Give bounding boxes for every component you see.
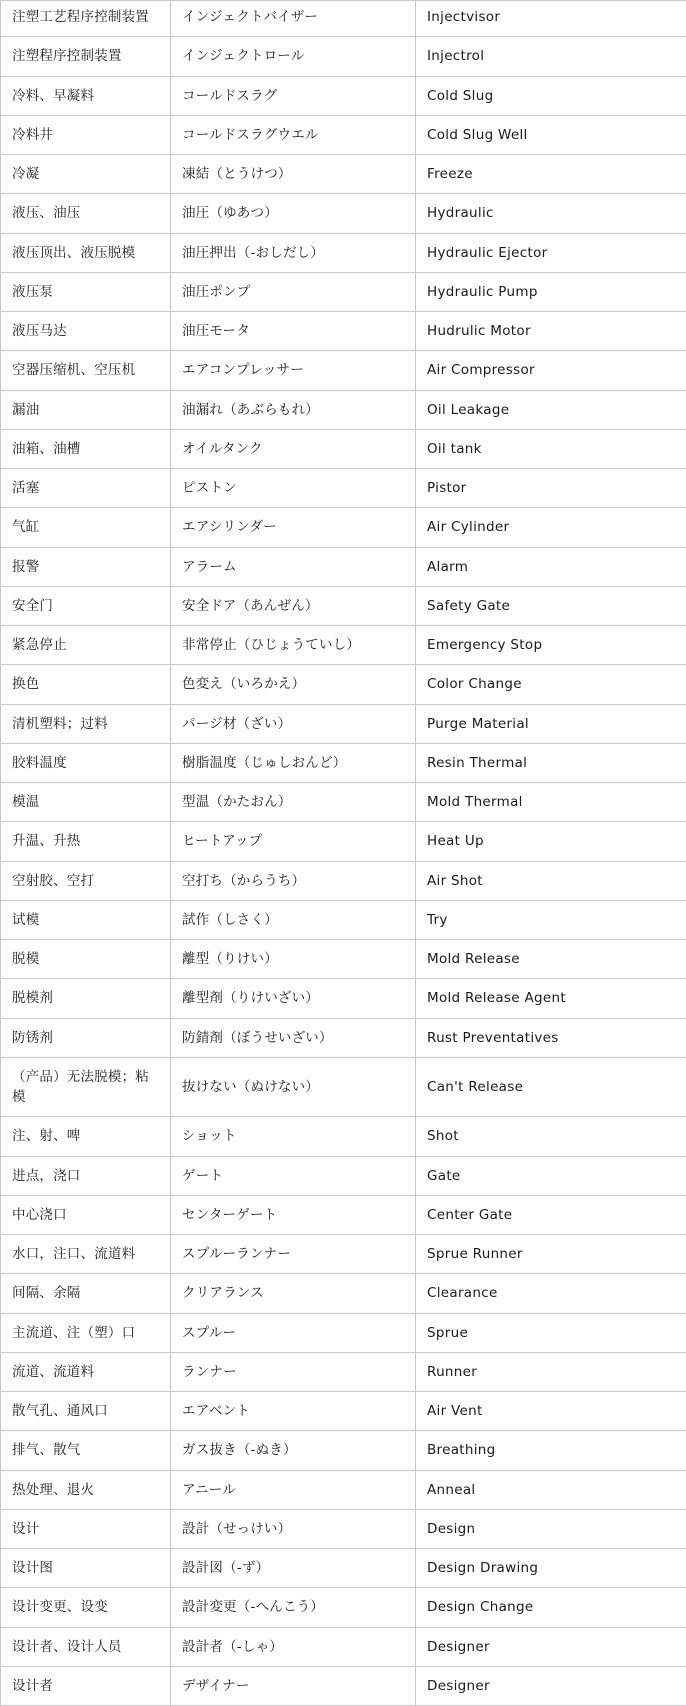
term-chinese: 脱模剂 [1, 979, 171, 1018]
term-japanese: 型温（かたおん） [171, 783, 416, 822]
term-chinese: 设计图 [1, 1549, 171, 1588]
term-japanese: 設計者（-しゃ） [171, 1627, 416, 1666]
table-row [1, 272, 686, 311]
term-chinese: 紧急停止 [1, 626, 171, 665]
table-row [1, 1156, 686, 1195]
table-row [1, 37, 686, 76]
term-chinese: 液压马达 [1, 312, 171, 351]
term-english: Air Cylinder [416, 508, 686, 547]
term-english: Heat Up [416, 822, 686, 861]
term-english: Air Shot [416, 861, 686, 900]
term-english: Resin Thermal [416, 743, 686, 782]
term-english: Try [416, 900, 686, 939]
table-row [1, 979, 686, 1018]
term-english: Can't Release [416, 1057, 686, 1117]
term-japanese: ガス抜き（-ぬき） [171, 1431, 416, 1470]
term-japanese: 防錆剤（ぼうせいざい） [171, 1018, 416, 1057]
term-chinese: 水口，注口、流道料 [1, 1235, 171, 1274]
term-japanese: 離型剤（りけいざい） [171, 979, 416, 1018]
table-row [1, 626, 686, 665]
term-chinese: 冷料井 [1, 115, 171, 154]
term-japanese: 油圧モータ [171, 312, 416, 351]
term-english: Design Drawing [416, 1549, 686, 1588]
term-english: Purge Material [416, 704, 686, 743]
term-english: Safety Gate [416, 586, 686, 625]
table-row [1, 1274, 686, 1313]
table-row [1, 822, 686, 861]
table-row [1, 547, 686, 586]
term-chinese: 试模 [1, 900, 171, 939]
term-english: Hydraulic Ejector [416, 233, 686, 272]
term-english: Injectrol [416, 37, 686, 76]
term-japanese: コールドスラグウエル [171, 115, 416, 154]
table-row [1, 233, 686, 272]
term-chinese: 注塑工艺程序控制装置 [1, 1, 171, 37]
table-row [1, 783, 686, 822]
term-japanese: センターゲート [171, 1195, 416, 1234]
term-english: Design [416, 1509, 686, 1548]
term-english: Oil tank [416, 429, 686, 468]
term-japanese: アラーム [171, 547, 416, 586]
term-chinese: 注、射、啤 [1, 1117, 171, 1156]
term-chinese: 液压、油压 [1, 194, 171, 233]
term-english: Shot [416, 1117, 686, 1156]
term-chinese: 散气孔、通风口 [1, 1392, 171, 1431]
term-chinese: 设计者、设计人员 [1, 1627, 171, 1666]
table-row [1, 1, 686, 37]
term-japanese: 試作（しさく） [171, 900, 416, 939]
term-chinese: 空器压缩机、空压机 [1, 351, 171, 390]
term-chinese: 活塞 [1, 469, 171, 508]
term-japanese: 色変え（いろかえ） [171, 665, 416, 704]
term-chinese: 中心浇口 [1, 1195, 171, 1234]
table-row [1, 351, 686, 390]
table-row [1, 1195, 686, 1234]
table-row [1, 1588, 686, 1627]
term-english: Gate [416, 1156, 686, 1195]
term-chinese: 主流道、注（塑）口 [1, 1313, 171, 1352]
term-english: Hydraulic Pump [416, 272, 686, 311]
term-japanese: スプルーランナー [171, 1235, 416, 1274]
term-japanese: 設計図（-ず） [171, 1549, 416, 1588]
term-english: Runner [416, 1352, 686, 1391]
term-english: Anneal [416, 1470, 686, 1509]
term-japanese: 設計（せっけい） [171, 1509, 416, 1548]
table-row [1, 1666, 686, 1705]
table-row [1, 429, 686, 468]
term-english: Air Compressor [416, 351, 686, 390]
term-english: Designer [416, 1627, 686, 1666]
table-row [1, 665, 686, 704]
term-english: Color Change [416, 665, 686, 704]
term-japanese: ゲート [171, 1156, 416, 1195]
term-japanese: 設計変更（-へんこう） [171, 1588, 416, 1627]
term-chinese: 模温 [1, 783, 171, 822]
term-english: Designer [416, 1666, 686, 1705]
term-chinese: 设计变更、设变 [1, 1588, 171, 1627]
table-row [1, 508, 686, 547]
table-row [1, 155, 686, 194]
term-english: Cold Slug Well [416, 115, 686, 154]
term-chinese: 胶料温度 [1, 743, 171, 782]
term-english: Freeze [416, 155, 686, 194]
term-english: Emergency Stop [416, 626, 686, 665]
term-chinese: 安全门 [1, 586, 171, 625]
term-chinese: 液压泵 [1, 272, 171, 311]
term-japanese: ピストン [171, 469, 416, 508]
table-row [1, 1313, 686, 1352]
term-chinese: 间隔、余隔 [1, 1274, 171, 1313]
term-english: Clearance [416, 1274, 686, 1313]
table-row [1, 1549, 686, 1588]
term-chinese: 设计者 [1, 1666, 171, 1705]
term-japanese: インジェクトバイザー [171, 1, 416, 37]
term-english: Mold Release [416, 940, 686, 979]
table-row [1, 390, 686, 429]
table-row [1, 743, 686, 782]
term-japanese: クリアランス [171, 1274, 416, 1313]
term-japanese: 非常停止（ひじょうていし） [171, 626, 416, 665]
term-japanese: オイルタンク [171, 429, 416, 468]
term-chinese: 注塑程序控制装置 [1, 37, 171, 76]
term-japanese: 空打ち（からうち） [171, 861, 416, 900]
term-english: Rust Preventatives [416, 1018, 686, 1057]
term-japanese: エアベント [171, 1392, 416, 1431]
table-row [1, 1057, 686, 1117]
term-english: Mold Thermal [416, 783, 686, 822]
term-english: Oil Leakage [416, 390, 686, 429]
term-chinese: 清机塑料；过料 [1, 704, 171, 743]
term-chinese: 油箱、油槽 [1, 429, 171, 468]
term-japanese: インジェクトロール [171, 37, 416, 76]
table-row [1, 1470, 686, 1509]
term-chinese: 漏油 [1, 390, 171, 429]
term-english: Sprue [416, 1313, 686, 1352]
term-japanese: アニール [171, 1470, 416, 1509]
term-japanese: 油圧（ゆあつ） [171, 194, 416, 233]
term-chinese: 报警 [1, 547, 171, 586]
term-english: Breathing [416, 1431, 686, 1470]
term-english: Mold Release Agent [416, 979, 686, 1018]
term-english: Cold Slug [416, 76, 686, 115]
term-chinese: 换色 [1, 665, 171, 704]
term-chinese: 液压顶出、液压脱模 [1, 233, 171, 272]
term-japanese: エアシリンダー [171, 508, 416, 547]
term-chinese: 热处理、退火 [1, 1470, 171, 1509]
term-japanese: パージ材（ざい） [171, 704, 416, 743]
term-chinese: 进点，浇口 [1, 1156, 171, 1195]
term-japanese: 油漏れ（あぶらもれ） [171, 390, 416, 429]
term-english: Center Gate [416, 1195, 686, 1234]
table-row [1, 1018, 686, 1057]
table-row [1, 1392, 686, 1431]
term-japanese: ヒートアップ [171, 822, 416, 861]
term-chinese: 冷料、早凝料 [1, 76, 171, 115]
term-japanese: スプルー [171, 1313, 416, 1352]
term-english: Hudrulic Motor [416, 312, 686, 351]
term-chinese: 设计 [1, 1509, 171, 1548]
term-japanese: ショット [171, 1117, 416, 1156]
table-row [1, 1352, 686, 1391]
glossary-table-body [1, 1, 686, 1706]
term-japanese: 安全ドア（あんぜん） [171, 586, 416, 625]
table-row [1, 115, 686, 154]
term-japanese: 離型（りけい） [171, 940, 416, 979]
table-row [1, 940, 686, 979]
term-japanese: 油圧ポンプ [171, 272, 416, 311]
term-english: Sprue Runner [416, 1235, 686, 1274]
table-row [1, 312, 686, 351]
term-chinese: 排气、散气 [1, 1431, 171, 1470]
table-row [1, 1509, 686, 1548]
term-english: Hydraulic [416, 194, 686, 233]
term-japanese: デザイナー [171, 1666, 416, 1705]
term-japanese: 油圧押出（-おしだし） [171, 233, 416, 272]
term-english: Pistor [416, 469, 686, 508]
table-row [1, 1235, 686, 1274]
table-row [1, 704, 686, 743]
term-english: Injectvisor [416, 1, 686, 37]
term-japanese: 抜けない（ぬけない） [171, 1057, 416, 1117]
table-row [1, 900, 686, 939]
term-chinese: 升温、升热 [1, 822, 171, 861]
table-row [1, 1117, 686, 1156]
term-english: Air Vent [416, 1392, 686, 1431]
term-english: Alarm [416, 547, 686, 586]
term-chinese: 空射胶、空打 [1, 861, 171, 900]
table-row [1, 586, 686, 625]
table-row [1, 469, 686, 508]
table-row [1, 1431, 686, 1470]
term-chinese: 流道、流道料 [1, 1352, 171, 1391]
term-chinese: 气缸 [1, 508, 171, 547]
term-japanese: エアコンプレッサー [171, 351, 416, 390]
term-chinese: 冷凝 [1, 155, 171, 194]
term-japanese: 凍結（とうけつ） [171, 155, 416, 194]
table-row [1, 76, 686, 115]
table-row [1, 861, 686, 900]
term-chinese: 脱模 [1, 940, 171, 979]
table-row [1, 194, 686, 233]
term-english: Design Change [416, 1588, 686, 1627]
term-japanese: 樹脂温度（じゅしおんど） [171, 743, 416, 782]
term-japanese: コールドスラグ [171, 76, 416, 115]
term-chinese: （产品）无法脱模；粘模 [1, 1057, 171, 1117]
table-row [1, 1627, 686, 1666]
term-japanese: ランナー [171, 1352, 416, 1391]
term-chinese: 防锈剂 [1, 1018, 171, 1057]
